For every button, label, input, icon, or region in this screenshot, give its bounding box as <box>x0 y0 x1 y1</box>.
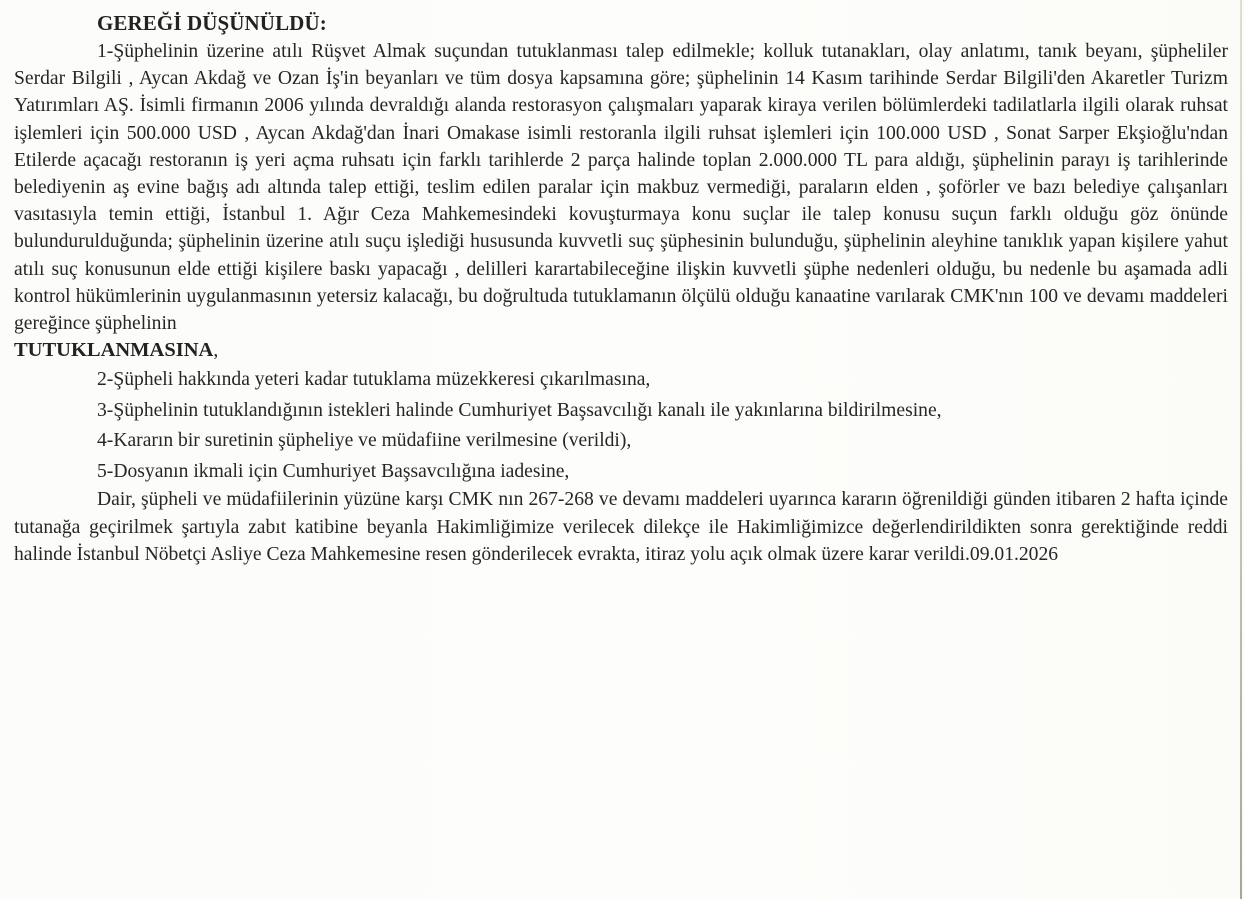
decision-item-4: 4-Kararın bir suretinin şüpheliye ve müdafiine verilmesine (verildi), <box>97 430 632 452</box>
detention-decision-punct: , <box>213 340 219 362</box>
decision-item-3: 3-Şüphelinin tutuklandığının istekleri halinde Cumhuriyet Başsavcılığı kanalı ile yakınlarına bildirilmesine, <box>97 399 942 421</box>
decision-item-5: 5-Dosyanın ikmali için Cumhuriyet Başsavcılığına iadesine, <box>97 460 570 482</box>
closing-paragraph: Dair, şüpheli ve müdafiilerinin yüzüne karşı CMK nın 267-268 ve devamı maddeleri uyarınca kararın öğrenildiği günden itibaren 2 hafta içinde tutanağa geçirilmek şartıyla zabıt katibine beyanla Hakimliğimize verilecek dilekçe ile Hakimliğimizce değerlendirildikten sonra gerektiğinde reddi halinde İstanbul Nöbetçi Asliye Ceza Mahkemesine resen gönderilecek evrakta, itiraz yolu açık olmak üzere karar verildi.09.01.2026 <box>14 489 1228 565</box>
decision-item-2: 2-Şüpheli hakkında yeteri kadar tutuklama müzekkeresi çıkarılmasına, <box>97 369 651 391</box>
document-body <box>14 8 1228 568</box>
decision-paragraph-1 <box>14 38 1228 337</box>
detention-decision-bold: TUTUKLANMASINA <box>14 339 214 362</box>
paragraph-1-text: 1-Şüphelinin üzerine atılı Rüşvet Almak suçundan tutuklanması talep edilmekle; kolluk tutanakları, olay anlatımı, tanık beyanı, şüpheliler Serdar Bilgili , Aycan Akdağ ve Ozan İş'in beyanları ve tüm dosya kapsamına göre; şüphelinin 14 Kasım tarihinde Serdar Bilgili'den Akaretler Turizm Yatırımları AŞ. İsimli firmanın 2006 yılında devraldığı alanda restorasyon çalışmaları yaparak kiraya verilen bölümlerdeki tadilatlarla ilgili olarak ruhsat işlemleri için 500.000 USD , Aycan Akdağ'dan İnari Omakase isimli restoranla ilgili ruhsat işlemleri için 100.000 USD , Sonat Sarper Ekşioğlu'ndan Etilerde açacağı restoranın iş yeri açma ruhsatı için farklı tarihlerde 2 parça halinde toplan 2.000.000 TL para aldığı, şüphelinin parayı iş tarihlerinde belediyenin aş evine bağış adı altında talep ettiği, teslim edilen paralar için makbuz vermediği, paraların elden , şoförler ve bazı belediye çalışanları vasıtasıyla temin ettiği, İstanbul 1. Ağır Ceza Mahkemesindeki kovuşturmaya konu suçlar ile talep konusu suçun farklı olduğu göz önünde bulundurulduğunda; şüphelinin üzerine atılı suçu işlediği hususunda kuvvetli suç şüphesinin bulunduğu, şüphelinin aleyhine tanıklık yapan kişilere yahut atılı suç konusunun elde ettiği kişilere baskı yapacağı , delilleri karartabileceğine ilişkin kuvvetli şüphe nedenleri olduğu, bu nedenle bu aşamada adli kontrol hükümlerinin uygulanmasının yetersiz kalacağı, bu doğrultuda tutuklamanın ölçülü olduğu kanaatine varılarak CMK'nın 100 ve devamı maddeleri gereğince şüphelinin <box>14 41 1228 335</box>
decision-outcome-line <box>14 337 1228 364</box>
page-edge-shadow <box>1240 0 1242 899</box>
section-heading: GEREĞİ DÜŞÜNÜLDÜ: <box>97 11 327 35</box>
